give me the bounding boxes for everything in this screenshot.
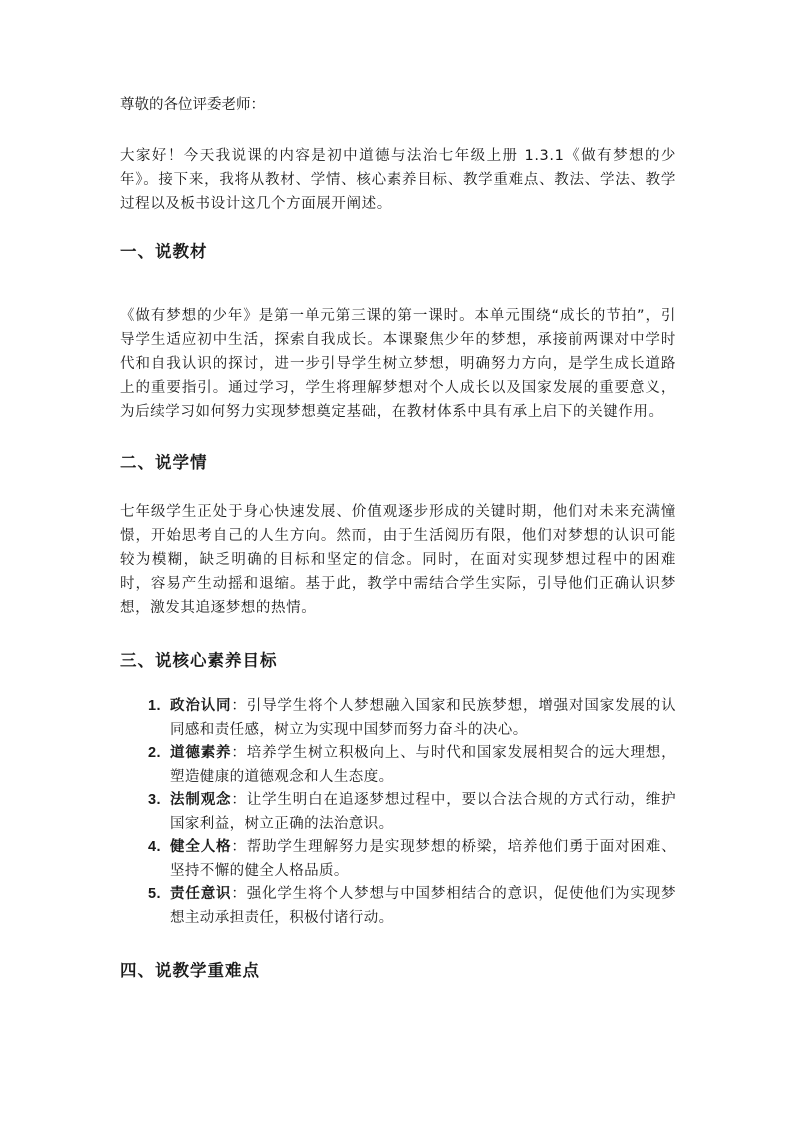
core-goals-list <box>120 695 676 930</box>
goal-item <box>148 883 676 930</box>
intro-paragraph: 大家好！今天我说课的内容是初中道德与法治七年级上册 1.3.1《做有梦想的少年》。接下来，我将从教材、学情、核心素养目标、教学重难点、教法、学法、教学过程以及板书设计这几个方面展开阐述。 <box>120 148 676 212</box>
section-heading-learners: 二、说学情 <box>120 453 208 472</box>
goal-text: ：帮助学生理解努力是实现梦想的桥梁，培养他们勇于面对困难、坚持不懈的健全人格品质。 <box>170 839 676 879</box>
goal-text: ：引导学生将个人梦想融入国家和民族梦想，增强对国家发展的认同感和责任感，树立为实现中国梦而努力奋斗的决心。 <box>170 698 676 738</box>
section-heading-core-goals: 三、说核心素养目标 <box>120 651 278 670</box>
section-heading-textbook: 一、说教材 <box>120 242 208 261</box>
salutation: 尊敬的各位评委老师： <box>120 97 265 113</box>
section-body-learners: 七年级学生正处于身心快速发展、价值观逐步形成的关键时期，他们对未来充满憧憬，开始思考自己的人生方向。然而，由于生活阅历有限，他们对梦想的认识可能较为模糊，缺乏明确的目标和坚定的信念。同时，在面对实现梦想过程中的困难时，容易产生动摇和退缩。基于此，教学中需结合学生实际，引导他们正确认识梦想，激发其追逐梦想的热情。 <box>120 504 676 616</box>
goal-item <box>148 695 676 742</box>
section-heading-key-points: 四、说教学重难点 <box>120 961 260 980</box>
goal-text: ：强化学生将个人梦想与中国梦相结合的意识，促使他们为实现梦想主动承担责任，积极付诸行动。 <box>170 886 676 926</box>
goal-number: 3. <box>148 792 161 808</box>
goal-text: ：让学生明白在追逐梦想过程中，要以合法合规的方式行动，维护国家利益，树立正确的法治意识。 <box>170 792 676 832</box>
goal-term: 政治认同 <box>170 698 232 714</box>
goal-number: 2. <box>148 745 161 761</box>
goal-number: 5. <box>148 886 161 902</box>
goal-text: ：培养学生树立积极向上、与时代和国家发展相契合的远大理想，塑造健康的道德观念和人生态度。 <box>170 745 676 785</box>
goal-item <box>148 836 676 883</box>
goal-term: 健全人格 <box>170 839 232 855</box>
goal-number: 4. <box>148 839 161 855</box>
goal-term: 道德素养 <box>170 745 232 761</box>
section-body-textbook: 《做有梦想的少年》是第一单元第三课的第一课时。本单元围绕“成长的节拍”，引导学生适应初中生活，探索自我成长。本课聚焦少年的梦想，承接前两课对中学时代和自我认识的探讨，进一步引导学生树立梦想，明确努力方向，是学生成长道路上的重要指引。通过学习，学生将理解梦想对个人成长以及国家发展的重要意义，为后续学习如何努力实现梦想奠定基础，在教材体系中具有承上启下的关键作用。 <box>120 308 676 420</box>
goal-term: 法制观念 <box>170 792 232 808</box>
goal-term: 责任意识 <box>170 886 232 902</box>
document-body <box>120 93 676 985</box>
goal-item <box>148 742 676 789</box>
goal-number: 1. <box>148 698 161 714</box>
goal-item <box>148 789 676 836</box>
